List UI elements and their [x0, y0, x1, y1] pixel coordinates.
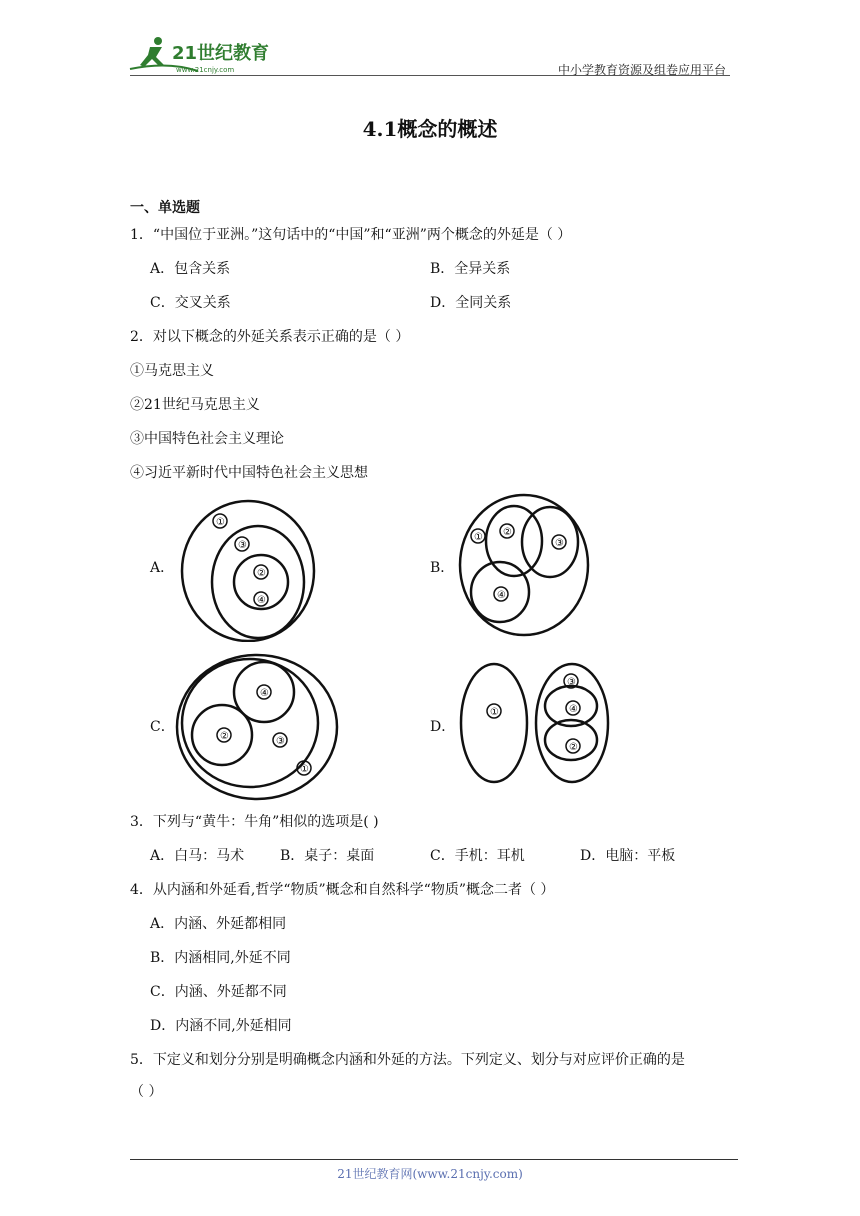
q2-item-3: ③中国特色社会主义理论	[130, 431, 284, 447]
circle-label-2	[566, 739, 580, 753]
q4-option-b[interactable]: B．内涵相同,外延不同	[150, 950, 291, 966]
footer-divider	[130, 1159, 738, 1160]
circle-label-2	[500, 524, 514, 538]
circle-label-1	[471, 529, 485, 543]
q4-option-a[interactable]: A．内涵、外延都相同	[150, 916, 287, 932]
q3-option-a[interactable]: A．白马：马术	[150, 848, 245, 864]
svg-text:④: ④	[569, 704, 578, 715]
svg-text:www.21cnjy.com: www.21cnjy.com	[176, 66, 235, 74]
q3-option-d[interactable]: D．电脑：平板	[580, 848, 676, 864]
svg-text:21世纪教育: 21世纪教育	[172, 43, 270, 64]
svg-text:②: ②	[503, 527, 512, 538]
svg-text:①: ①	[490, 707, 499, 718]
svg-text:①: ①	[300, 764, 309, 775]
q2-option-c-label[interactable]: C．	[150, 719, 175, 735]
header-divider	[130, 75, 730, 76]
q2-option-d-label[interactable]: D．	[430, 719, 456, 735]
svg-text:①: ①	[474, 532, 483, 543]
circle-label-1	[297, 761, 311, 775]
platform-name: 中小学教育资源及组卷应用平台	[557, 63, 726, 77]
footer-link[interactable]: 21世纪教育网(www.21cnjy.com)	[337, 1167, 523, 1181]
circle-label-4	[494, 587, 508, 601]
svg-text:④: ④	[257, 595, 266, 606]
circle-label-2	[254, 565, 268, 579]
svg-text:②: ②	[220, 731, 229, 742]
q3-option-c[interactable]: C．手机：耳机	[430, 848, 525, 864]
q2-item-4: ④习近平新时代中国特色社会主义思想	[130, 465, 368, 481]
question-4-stem: 4．从内涵和外延看,哲学“物质”概念和自然科学“物质”概念二者（ ）	[130, 882, 555, 898]
circle-label-1	[487, 704, 501, 718]
svg-text:②: ②	[569, 742, 578, 753]
svg-text:③: ③	[555, 538, 564, 549]
question-3-stem: 3．下列与“黄牛：牛角”相似的选项是( )	[130, 814, 379, 830]
q3-option-b[interactable]: B．桌子：桌面	[280, 848, 375, 864]
circle-label-4	[254, 592, 268, 606]
question-5-stem-continued: （ ）	[130, 1084, 163, 1100]
q1-option-d[interactable]: D．全同关系	[430, 295, 512, 311]
q1-option-b[interactable]: B．全异关系	[430, 261, 511, 277]
question-2-stem: 2．对以下概念的外延关系表示正确的是（ ）	[130, 329, 410, 345]
q2-diagram-c[interactable]	[174, 652, 340, 802]
circle-label-3	[235, 537, 249, 551]
circle-label-2	[217, 728, 231, 742]
q2-diagram-a[interactable]	[178, 496, 318, 642]
question-5-stem: 5．下定义和划分分别是明确概念内涵和外延的方法。下列定义、划分与对应评价正确的是	[130, 1052, 685, 1068]
q2-diagram-d[interactable]	[456, 660, 612, 786]
svg-text:③: ③	[238, 540, 247, 551]
site-logo	[128, 33, 288, 75]
q1-option-c[interactable]: C．交叉关系	[150, 295, 231, 311]
circle-label-4	[257, 685, 271, 699]
svg-text:③: ③	[276, 736, 285, 747]
q2-option-a-label[interactable]: A．	[150, 560, 175, 576]
page-title: 4.1概念的概述	[362, 117, 498, 141]
q2-option-b-label[interactable]: B．	[430, 560, 455, 576]
q4-option-d[interactable]: D．内涵不同,外延相同	[150, 1018, 292, 1034]
q2-item-2: ②21世纪马克思主义	[130, 397, 260, 413]
circle-label-1	[213, 514, 227, 528]
q2-diagram-b[interactable]	[456, 490, 592, 640]
section-heading: 一、单选题	[130, 200, 200, 216]
q1-option-a[interactable]: A．包含关系	[150, 261, 231, 277]
svg-text:④: ④	[260, 688, 269, 699]
q2-item-1: ①马克思主义	[130, 363, 214, 379]
circle-label-3	[552, 535, 566, 549]
circle-label-4	[566, 701, 580, 715]
svg-text:①: ①	[216, 517, 225, 528]
svg-text:③: ③	[567, 677, 576, 688]
circle-label-3	[564, 674, 578, 688]
svg-text:②: ②	[257, 568, 266, 579]
q4-option-c[interactable]: C．内涵、外延都不同	[150, 984, 287, 1000]
question-1-stem: 1．“中国位于亚洲。”这句话中的“中国”和“亚洲”两个概念的外延是（ ）	[130, 227, 572, 243]
svg-text:④: ④	[497, 590, 506, 601]
circle-label-3	[273, 733, 287, 747]
